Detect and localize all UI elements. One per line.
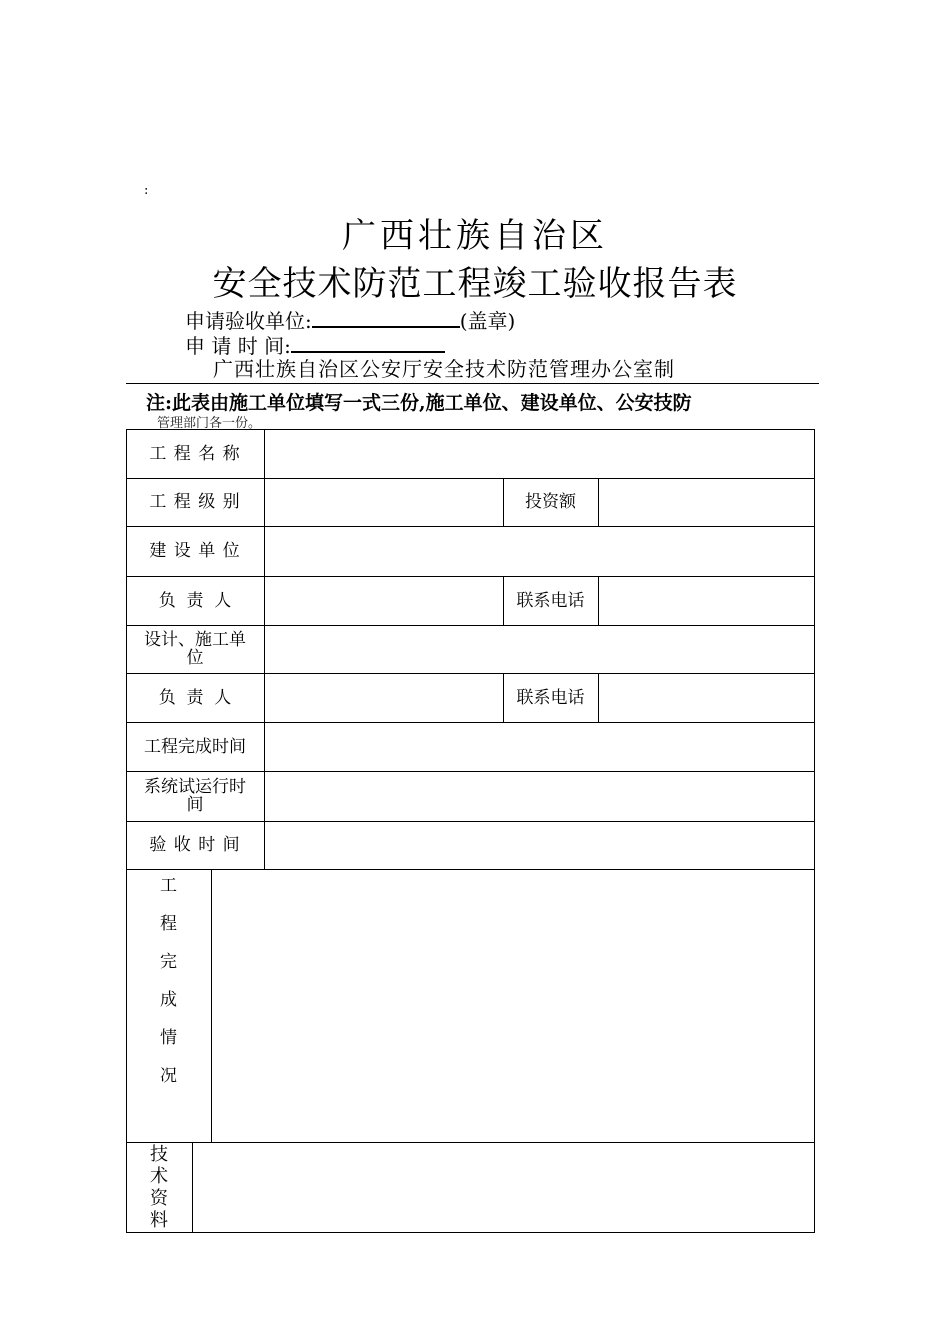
vertical-char: 完 xyxy=(160,952,177,972)
apply-unit-blank[interactable] xyxy=(312,308,460,328)
vertical-char: 料 xyxy=(150,1210,168,1231)
vertical-char: 况 xyxy=(160,1066,177,1086)
label-investment: 投资额 xyxy=(525,492,576,512)
vertical-char: 情 xyxy=(160,1028,177,1048)
label-person-1: 负 责 人 xyxy=(158,590,232,611)
label-phone-1: 联系电话 xyxy=(516,590,585,611)
apply-time-blank[interactable] xyxy=(291,333,445,353)
input-person-2[interactable] xyxy=(265,674,502,721)
input-completion-status[interactable] xyxy=(212,870,814,1141)
label-person-2: 负 责 人 xyxy=(158,687,232,708)
label-project-level: 工 程 级 别 xyxy=(149,492,241,512)
input-trial-run-time[interactable] xyxy=(265,772,814,820)
input-investment[interactable] xyxy=(599,479,814,525)
seal-label: (盖章) xyxy=(459,309,516,333)
vertical-char: 资 xyxy=(150,1188,168,1209)
input-complete-time[interactable] xyxy=(265,723,814,770)
input-phone-1[interactable] xyxy=(599,577,814,624)
issuer-line: 广西壮族自治区公安厅安全技术防范管理办公室制 xyxy=(213,357,675,381)
vertical-char: 成 xyxy=(160,990,177,1010)
input-design-unit[interactable] xyxy=(265,626,814,672)
vertical-char: 程 xyxy=(160,914,177,934)
stray-colon: : xyxy=(144,183,149,198)
label-build-unit: 建 设 单 位 xyxy=(149,541,241,561)
input-phone-2[interactable] xyxy=(599,674,814,721)
input-tech-docs[interactable] xyxy=(193,1143,814,1232)
label-project-name: 工 程 名 称 xyxy=(149,443,241,464)
header-divider xyxy=(126,383,819,384)
input-build-unit[interactable] xyxy=(265,527,814,575)
label-trial-run-time: 系统试运行时间 xyxy=(144,777,246,815)
apply-time-label: 申 请 时 间: xyxy=(185,334,291,358)
input-person-1[interactable] xyxy=(265,577,502,624)
note-line2: 管理部门各一份。 xyxy=(157,416,262,431)
title-form: 安全技术防范工程竣工验收报告表 xyxy=(212,264,738,304)
label-tech-docs xyxy=(126,1144,192,1232)
vertical-char: 技 xyxy=(150,1144,168,1165)
label-completion-status xyxy=(126,871,211,1099)
label-acceptance-time: 验 收 时 间 xyxy=(149,835,241,855)
input-acceptance-time[interactable] xyxy=(265,822,814,868)
note-line1: 注:此表由施工单位填写一式三份,施工单位、建设单位、公安技防 xyxy=(146,392,692,414)
input-project-level[interactable] xyxy=(265,479,502,525)
title-region: 广西壮族自治区 xyxy=(342,216,608,256)
vertical-char: 工 xyxy=(160,876,177,896)
vertical-char: 术 xyxy=(150,1166,168,1187)
label-complete-time: 工程完成时间 xyxy=(144,736,246,757)
apply-unit-label: 申请验收单位: xyxy=(185,309,312,333)
label-design-unit: 设计、施工单位 xyxy=(144,630,246,668)
input-project-name[interactable] xyxy=(265,430,814,477)
label-phone-2: 联系电话 xyxy=(516,687,585,708)
